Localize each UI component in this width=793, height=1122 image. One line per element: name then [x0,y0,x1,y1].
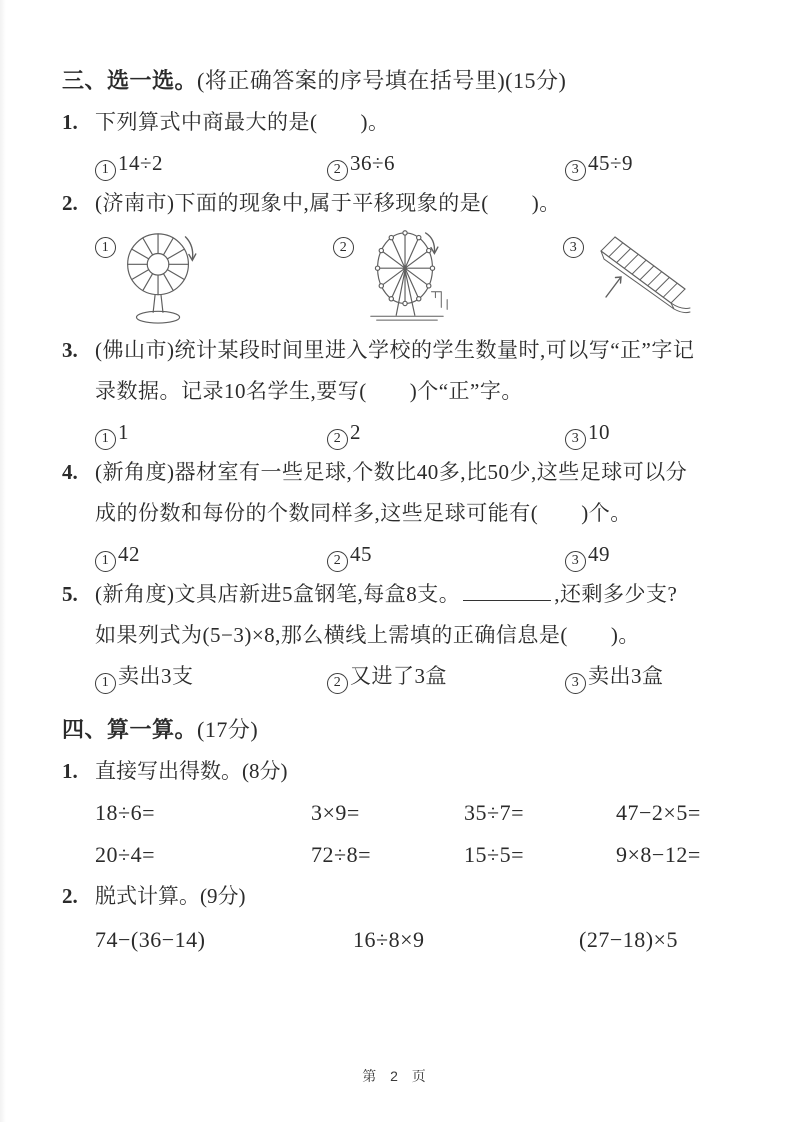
option-b [327,656,565,696]
question-5-text-post: ,还剩多少支? [554,582,678,606]
circled-3-icon: 3 [563,237,584,258]
question-2 [62,183,749,330]
option-b [327,534,565,574]
question-2-number: 2. [62,191,78,215]
option-b [327,412,565,452]
circled-2-icon: 2 [327,673,348,694]
expression: 35÷7= [464,800,524,825]
question-5-body [95,574,749,696]
section3-title [62,60,749,102]
question-1-body [95,102,749,183]
question-1-options [95,143,749,183]
figure-fan [95,229,333,327]
step-calculation-row [95,917,749,963]
option-c [565,534,749,574]
option-b-text: 又进了3盒 [350,664,447,688]
section3-title-bold: 三、选一选。 [62,68,198,93]
section4-title [62,709,749,751]
circled-3-icon: 3 [565,429,586,450]
ferris-wheel-image [358,229,454,327]
expression: 9×8−12= [616,842,701,867]
expression: 15÷5= [464,842,524,867]
expression: 47−2×5= [616,800,701,825]
option-a [95,534,327,574]
section4-sub1-header [62,751,749,792]
question-2-images [95,229,749,327]
question-3-body [95,330,749,452]
circled-1-icon: 1 [95,673,116,694]
option-c-text: 10 [588,420,610,444]
expression: 16÷8×9 [353,927,425,952]
question-4-text-line2: 成的份数和每份的个数同样多,这些足球可能有( )个。 [95,501,632,525]
question-3-text-line2: 录数据。记录10名学生,要写( )个“正”字。 [95,379,523,403]
option-a [95,143,327,183]
option-b [327,143,565,183]
option-a-text: 1 [118,420,129,444]
circled-2-icon: 2 [333,237,354,258]
option-b-text: 36÷6 [350,151,396,175]
expression: 20÷4= [95,842,155,867]
question-5-text-line1 [95,574,749,615]
option-a-text: 14÷2 [118,151,164,175]
question-4-options [95,534,749,574]
question-4-text-line1: (新角度)器材室有一些足球,个数比40多,比50少,这些足球可以分 [95,460,688,484]
option-a [95,656,327,696]
page-number-footer: 第 2 页 [362,1068,431,1084]
circled-1-icon: 1 [95,429,116,450]
option-a-text: 卖出3支 [118,664,194,688]
question-1 [62,102,749,183]
section4-sub2-header [62,876,749,917]
circled-3-icon: 3 [565,673,586,694]
sub2-number: 2. [62,884,78,908]
mental-math-row-1 [95,792,749,834]
figure-escalator [563,229,694,321]
option-a [95,412,327,452]
question-4-body [95,452,749,574]
desk-fan-image [120,229,200,327]
question-5 [62,574,749,696]
circled-2-icon: 2 [327,551,348,572]
question-1-text: 下列算式中商最大的是( )。 [95,110,390,134]
escalator-image [588,229,694,321]
option-c [565,412,749,452]
section4-title-rest: (17分) [197,717,259,742]
circled-1-icon: 1 [95,237,116,258]
option-c-text: 45÷9 [588,151,634,175]
mental-math-row-2 [95,834,749,876]
question-3 [62,330,749,452]
question-2-body [95,183,749,330]
option-c-text: 49 [588,542,610,566]
circled-1-icon: 1 [95,160,116,181]
option-c [565,656,749,696]
question-3-text-line1: (佛山市)统计某段时间里进入学校的学生数量时,可以写“正”字记 [95,338,695,362]
circled-2-icon: 2 [327,429,348,450]
section4-title-bold: 四、算一算。 [62,717,198,742]
expression: 18÷6= [95,800,155,825]
question-5-text-pre: (新角度)文具店新进5盒钢笔,每盒8支。 [95,582,461,606]
question-4 [62,452,749,574]
option-a-text: 42 [118,542,140,566]
question-1-number: 1. [62,110,78,134]
circled-2-icon: 2 [327,160,348,181]
expression: 3×9= [311,800,360,825]
circled-3-icon: 3 [565,551,586,572]
section3-title-rest: (将正确答案的序号填在括号里)(15分) [197,68,567,93]
figure-ferris-wheel [333,229,563,327]
question-5-options [95,656,749,696]
sub1-label: 直接写出得数。(8分) [95,759,288,783]
option-c [565,143,749,183]
question-4-number: 4. [62,460,78,484]
option-c-text: 卖出3盒 [588,664,664,688]
expression: 72÷8= [311,842,371,867]
circled-1-icon: 1 [95,551,116,572]
question-3-number: 3. [62,338,78,362]
question-5-text-line2: 如果列式为(5−3)×8,那么横线上需填的正确信息是( )。 [95,623,640,647]
question-2-text: (济南市)下面的现象中,属于平移现象的是( )。 [95,191,561,215]
circled-3-icon: 3 [565,160,586,181]
expression: (27−18)×5 [579,927,678,952]
question-3-options [95,412,749,452]
option-b-text: 2 [350,420,361,444]
sub1-number: 1. [62,759,78,783]
expression: 74−(36−14) [95,927,206,952]
answer-blank-line [463,580,551,601]
sub2-label: 脱式计算。(9分) [95,884,246,908]
question-5-number: 5. [62,582,78,606]
option-b-text: 45 [350,542,372,566]
